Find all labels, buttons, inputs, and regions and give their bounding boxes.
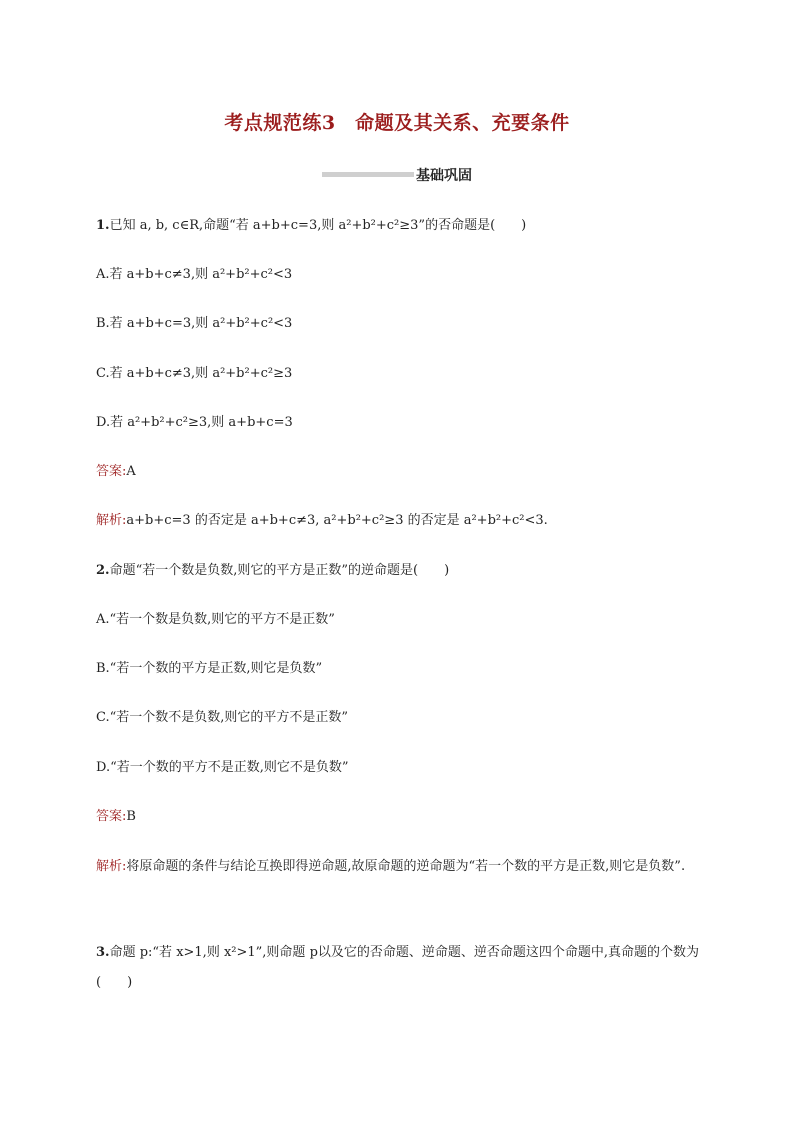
question-number: 2. <box>96 563 110 578</box>
question-stem: 命题 p:“若 x>1,则 x²>1”,则命题 p以及它的否命题、逆命题、逆否命题这四个命题中,真命题的个数为( ) <box>96 945 700 990</box>
q1-option-a: A.若 a+b+c≠3,则 a²+b²+c²<3 <box>96 267 293 282</box>
question-3 <box>96 938 700 998</box>
page-title: 考点规范练3 命题及其关系、充要条件 <box>224 112 570 134</box>
q1-analysis <box>96 511 706 531</box>
q1-answer <box>96 462 706 482</box>
answer-label: 答案: <box>96 464 127 479</box>
section-heading: 基础巩固 <box>416 168 472 184</box>
answer-value: A <box>126 464 136 479</box>
q2-option-d: D.“若一个数的平方不是正数,则它不是负数” <box>96 760 349 775</box>
q2-answer <box>96 807 706 827</box>
answer-value: B <box>126 809 136 824</box>
section-divider <box>322 172 414 177</box>
q2-option-a: A.“若一个数是负数,则它的平方不是正数” <box>96 612 335 627</box>
q2-option-b: B.“若一个数的平方是正数,则它是负数” <box>96 661 323 676</box>
question-stem: 已知 a, b, c∈R,命题“若 a+b+c=3,则 a²+b²+c²≥3”的否命题是( ) <box>109 218 527 233</box>
question-2 <box>96 561 706 581</box>
analysis-text: a+b+c=3 的否定是 a+b+c≠3, a²+b²+c²≥3 的否定是 a²+b²+c²<3. <box>126 513 548 528</box>
question-number: 3. <box>96 945 110 960</box>
question-stem: 命题“若一个数是负数,则它的平方是正数”的逆命题是( ) <box>109 563 450 578</box>
analysis-label: 解析: <box>96 859 127 874</box>
analysis-text: 将原命题的条件与结论互换即得逆命题,故原命题的逆命题为“若一个数的平方是正数,则它是负数”. <box>126 859 686 874</box>
question-1 <box>96 216 706 236</box>
q2-option-c: C.“若一个数不是负数,则它的平方不是正数” <box>96 710 349 725</box>
question-number: 1. <box>96 218 110 233</box>
q2-analysis <box>96 852 700 882</box>
q1-option-c: C.若 a+b+c≠3,则 a²+b²+c²≥3 <box>96 366 293 381</box>
q1-option-b: B.若 a+b+c=3,则 a²+b²+c²<3 <box>96 316 293 331</box>
analysis-label: 解析: <box>96 513 127 528</box>
answer-label: 答案: <box>96 809 127 824</box>
q1-option-d: D.若 a²+b²+c²≥3,则 a+b+c=3 <box>96 415 293 430</box>
